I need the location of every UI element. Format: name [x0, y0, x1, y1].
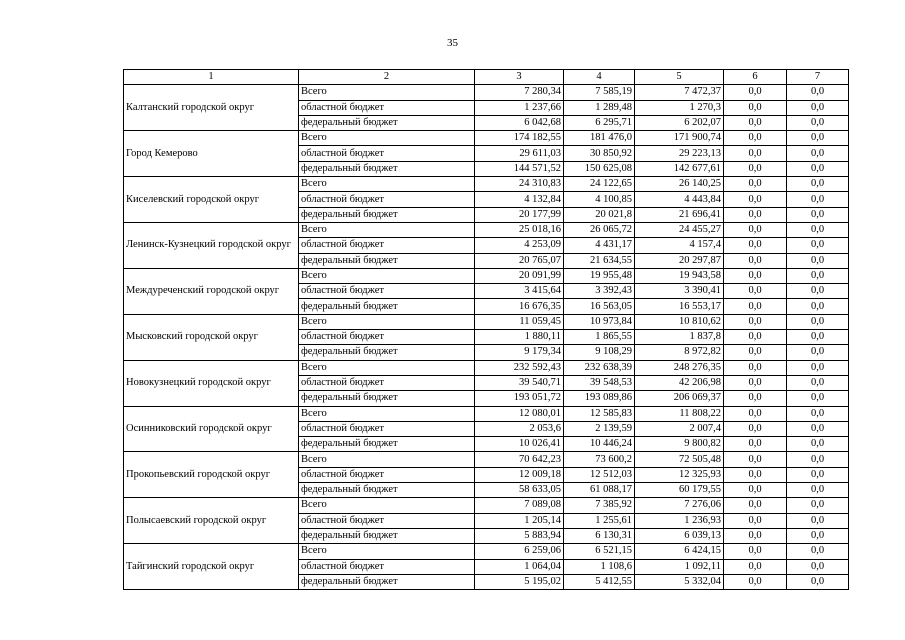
value-cell-c4: 193 089,86	[564, 391, 635, 406]
value-cell-c6: 0,0	[724, 483, 787, 498]
value-cell-c4: 4 431,17	[564, 238, 635, 253]
value-cell-c6: 0,0	[724, 192, 787, 207]
value-cell-c7: 0,0	[787, 406, 849, 421]
value-cell-c5: 4 157,4	[635, 238, 724, 253]
value-cell-c6: 0,0	[724, 314, 787, 329]
value-cell-c6: 0,0	[724, 375, 787, 390]
table-row	[124, 360, 849, 375]
value-cell-c7: 0,0	[787, 421, 849, 436]
budget-type-cell: федеральный бюджет	[299, 345, 475, 360]
value-cell-c6: 0,0	[724, 100, 787, 115]
value-cell-c4: 30 850,92	[564, 146, 635, 161]
value-cell-c7: 0,0	[787, 207, 849, 222]
value-cell-c3: 20 177,99	[475, 207, 564, 222]
value-cell-c7: 0,0	[787, 268, 849, 283]
value-cell-c4: 7 385,92	[564, 498, 635, 513]
header-col-7: 7	[787, 70, 849, 85]
value-cell-c5: 21 696,41	[635, 207, 724, 222]
value-cell-c5: 1 236,93	[635, 513, 724, 528]
value-cell-c5: 19 943,58	[635, 268, 724, 283]
region-name-cell: Киселевский городской округ	[124, 177, 299, 223]
budget-type-cell: Всего	[299, 177, 475, 192]
table-row	[124, 498, 849, 513]
table-row	[124, 177, 849, 192]
value-cell-c5: 2 007,4	[635, 421, 724, 436]
value-cell-c6: 0,0	[724, 513, 787, 528]
value-cell-c3: 4 132,84	[475, 192, 564, 207]
value-cell-c7: 0,0	[787, 330, 849, 345]
value-cell-c6: 0,0	[724, 452, 787, 467]
value-cell-c6: 0,0	[724, 498, 787, 513]
header-col-5: 5	[635, 70, 724, 85]
value-cell-c4: 1 289,48	[564, 100, 635, 115]
value-cell-c7: 0,0	[787, 85, 849, 100]
value-cell-c6: 0,0	[724, 345, 787, 360]
value-cell-c7: 0,0	[787, 299, 849, 314]
table-body	[124, 85, 849, 590]
header-col-1: 1	[124, 70, 299, 85]
value-cell-c5: 42 206,98	[635, 375, 724, 390]
value-cell-c4: 39 548,53	[564, 375, 635, 390]
value-cell-c6: 0,0	[724, 559, 787, 574]
table-row	[124, 452, 849, 467]
value-cell-c4: 6 521,15	[564, 544, 635, 559]
region-name-cell: Прокопьевский городской округ	[124, 452, 299, 498]
value-cell-c3: 9 179,34	[475, 345, 564, 360]
region-name-cell: Мысковский городской округ	[124, 314, 299, 360]
value-cell-c5: 1 837,8	[635, 330, 724, 345]
value-cell-c7: 0,0	[787, 345, 849, 360]
budget-type-cell: федеральный бюджет	[299, 391, 475, 406]
table-row	[124, 268, 849, 283]
value-cell-c4: 4 100,85	[564, 192, 635, 207]
value-cell-c3: 20 765,07	[475, 253, 564, 268]
budget-type-cell: областной бюджет	[299, 146, 475, 161]
table-row	[124, 222, 849, 237]
value-cell-c4: 20 021,8	[564, 207, 635, 222]
value-cell-c5: 6 039,13	[635, 528, 724, 543]
value-cell-c5: 11 808,22	[635, 406, 724, 421]
budget-type-cell: Всего	[299, 222, 475, 237]
value-cell-c4: 3 392,43	[564, 284, 635, 299]
value-cell-c6: 0,0	[724, 391, 787, 406]
value-cell-c5: 24 455,27	[635, 222, 724, 237]
budget-type-cell: областной бюджет	[299, 513, 475, 528]
region-name-cell: Город Кемерово	[124, 131, 299, 177]
value-cell-c7: 0,0	[787, 253, 849, 268]
budget-type-cell: областной бюджет	[299, 238, 475, 253]
header-col-3: 3	[475, 70, 564, 85]
value-cell-c4: 73 600,2	[564, 452, 635, 467]
value-cell-c5: 171 900,74	[635, 131, 724, 146]
value-cell-c4: 26 065,72	[564, 222, 635, 237]
value-cell-c3: 1 064,04	[475, 559, 564, 574]
value-cell-c6: 0,0	[724, 161, 787, 176]
table-row	[124, 85, 849, 100]
value-cell-c7: 0,0	[787, 222, 849, 237]
table-row	[124, 406, 849, 421]
value-cell-c3: 6 042,68	[475, 115, 564, 130]
budget-type-cell: областной бюджет	[299, 467, 475, 482]
region-name-cell: Новокузнецкий городской округ	[124, 360, 299, 406]
value-cell-c5: 248 276,35	[635, 360, 724, 375]
value-cell-c3: 11 059,45	[475, 314, 564, 329]
value-cell-c4: 12 512,03	[564, 467, 635, 482]
value-cell-c7: 0,0	[787, 528, 849, 543]
value-cell-c3: 1 237,66	[475, 100, 564, 115]
value-cell-c3: 12 080,01	[475, 406, 564, 421]
value-cell-c3: 70 642,23	[475, 452, 564, 467]
value-cell-c3: 5 883,94	[475, 528, 564, 543]
value-cell-c6: 0,0	[724, 115, 787, 130]
value-cell-c4: 150 625,08	[564, 161, 635, 176]
budget-type-cell: Всего	[299, 131, 475, 146]
value-cell-c7: 0,0	[787, 192, 849, 207]
value-cell-c5: 1 270,3	[635, 100, 724, 115]
budget-type-cell: Всего	[299, 360, 475, 375]
value-cell-c4: 16 563,05	[564, 299, 635, 314]
value-cell-c7: 0,0	[787, 437, 849, 452]
value-cell-c3: 232 592,43	[475, 360, 564, 375]
value-cell-c6: 0,0	[724, 253, 787, 268]
value-cell-c3: 20 091,99	[475, 268, 564, 283]
value-cell-c5: 29 223,13	[635, 146, 724, 161]
value-cell-c4: 10 446,24	[564, 437, 635, 452]
budget-type-cell: областной бюджет	[299, 284, 475, 299]
value-cell-c5: 26 140,25	[635, 177, 724, 192]
value-cell-c5: 8 972,82	[635, 345, 724, 360]
value-cell-c6: 0,0	[724, 131, 787, 146]
region-name-cell: Тайгинский городской округ	[124, 544, 299, 590]
value-cell-c6: 0,0	[724, 146, 787, 161]
budget-type-cell: областной бюджет	[299, 421, 475, 436]
value-cell-c3: 2 053,6	[475, 421, 564, 436]
value-cell-c7: 0,0	[787, 467, 849, 482]
value-cell-c3: 1 205,14	[475, 513, 564, 528]
value-cell-c6: 0,0	[724, 299, 787, 314]
page-number: 35	[447, 37, 458, 49]
budget-type-cell: Всего	[299, 314, 475, 329]
value-cell-c7: 0,0	[787, 574, 849, 589]
budget-type-cell: федеральный бюджет	[299, 528, 475, 543]
region-name-cell: Междуреченский городской округ	[124, 268, 299, 314]
value-cell-c6: 0,0	[724, 330, 787, 345]
value-cell-c5: 7 276,06	[635, 498, 724, 513]
value-cell-c5: 5 332,04	[635, 574, 724, 589]
value-cell-c6: 0,0	[724, 268, 787, 283]
value-cell-c4: 10 973,84	[564, 314, 635, 329]
value-cell-c3: 12 009,18	[475, 467, 564, 482]
value-cell-c6: 0,0	[724, 85, 787, 100]
budget-type-cell: федеральный бюджет	[299, 483, 475, 498]
value-cell-c3: 58 633,05	[475, 483, 564, 498]
value-cell-c6: 0,0	[724, 421, 787, 436]
region-name-cell: Ленинск-Кузнецкий городской округ	[124, 222, 299, 268]
budget-type-cell: федеральный бюджет	[299, 437, 475, 452]
budget-type-cell: федеральный бюджет	[299, 574, 475, 589]
value-cell-c3: 29 611,03	[475, 146, 564, 161]
value-cell-c4: 6 130,31	[564, 528, 635, 543]
value-cell-c5: 72 505,48	[635, 452, 724, 467]
value-cell-c3: 25 018,16	[475, 222, 564, 237]
value-cell-c5: 6 424,15	[635, 544, 724, 559]
value-cell-c3: 1 880,11	[475, 330, 564, 345]
value-cell-c7: 0,0	[787, 544, 849, 559]
value-cell-c5: 9 800,82	[635, 437, 724, 452]
value-cell-c5: 10 810,62	[635, 314, 724, 329]
value-cell-c7: 0,0	[787, 513, 849, 528]
value-cell-c7: 0,0	[787, 100, 849, 115]
value-cell-c3: 7 280,34	[475, 85, 564, 100]
value-cell-c3: 144 571,52	[475, 161, 564, 176]
value-cell-c4: 232 638,39	[564, 360, 635, 375]
value-cell-c3: 174 182,55	[475, 131, 564, 146]
value-cell-c7: 0,0	[787, 238, 849, 253]
value-cell-c5: 1 092,11	[635, 559, 724, 574]
value-cell-c5: 6 202,07	[635, 115, 724, 130]
region-name-cell: Полысаевский городской округ	[124, 498, 299, 544]
value-cell-c5: 7 472,37	[635, 85, 724, 100]
value-cell-c6: 0,0	[724, 437, 787, 452]
value-cell-c4: 181 476,0	[564, 131, 635, 146]
region-name-cell: Калтанский городской округ	[124, 85, 299, 131]
region-name-cell: Осинниковский городской округ	[124, 406, 299, 452]
value-cell-c5: 142 677,61	[635, 161, 724, 176]
value-cell-c5: 20 297,87	[635, 253, 724, 268]
value-cell-c4: 1 108,6	[564, 559, 635, 574]
table-row	[124, 131, 849, 146]
budget-type-cell: федеральный бюджет	[299, 161, 475, 176]
value-cell-c5: 16 553,17	[635, 299, 724, 314]
value-cell-c6: 0,0	[724, 284, 787, 299]
value-cell-c7: 0,0	[787, 146, 849, 161]
value-cell-c6: 0,0	[724, 574, 787, 589]
budget-type-cell: федеральный бюджет	[299, 207, 475, 222]
value-cell-c3: 39 540,71	[475, 375, 564, 390]
budget-type-cell: областной бюджет	[299, 330, 475, 345]
budget-type-cell: Всего	[299, 498, 475, 513]
value-cell-c5: 60 179,55	[635, 483, 724, 498]
value-cell-c7: 0,0	[787, 391, 849, 406]
value-cell-c6: 0,0	[724, 238, 787, 253]
header-col-6: 6	[724, 70, 787, 85]
budget-type-cell: федеральный бюджет	[299, 253, 475, 268]
value-cell-c5: 4 443,84	[635, 192, 724, 207]
value-cell-c4: 1 865,55	[564, 330, 635, 345]
budget-type-cell: федеральный бюджет	[299, 299, 475, 314]
value-cell-c6: 0,0	[724, 467, 787, 482]
value-cell-c7: 0,0	[787, 498, 849, 513]
value-cell-c7: 0,0	[787, 483, 849, 498]
value-cell-c6: 0,0	[724, 544, 787, 559]
value-cell-c7: 0,0	[787, 161, 849, 176]
budget-type-cell: областной бюджет	[299, 192, 475, 207]
value-cell-c3: 5 195,02	[475, 574, 564, 589]
header-row	[124, 70, 849, 85]
budget-type-cell: Всего	[299, 452, 475, 467]
value-cell-c4: 12 585,83	[564, 406, 635, 421]
value-cell-c4: 7 585,19	[564, 85, 635, 100]
value-cell-c4: 19 955,48	[564, 268, 635, 283]
header-col-2: 2	[299, 70, 475, 85]
value-cell-c5: 12 325,93	[635, 467, 724, 482]
value-cell-c4: 1 255,61	[564, 513, 635, 528]
value-cell-c3: 10 026,41	[475, 437, 564, 452]
budget-type-cell: областной бюджет	[299, 375, 475, 390]
value-cell-c4: 9 108,29	[564, 345, 635, 360]
value-cell-c7: 0,0	[787, 131, 849, 146]
budget-table	[123, 69, 849, 590]
value-cell-c3: 6 259,06	[475, 544, 564, 559]
value-cell-c4: 24 122,65	[564, 177, 635, 192]
value-cell-c3: 16 676,35	[475, 299, 564, 314]
header-col-4: 4	[564, 70, 635, 85]
value-cell-c4: 5 412,55	[564, 574, 635, 589]
value-cell-c7: 0,0	[787, 452, 849, 467]
value-cell-c3: 4 253,09	[475, 238, 564, 253]
value-cell-c7: 0,0	[787, 375, 849, 390]
value-cell-c6: 0,0	[724, 177, 787, 192]
table-row	[124, 314, 849, 329]
value-cell-c4: 21 634,55	[564, 253, 635, 268]
value-cell-c5: 206 069,37	[635, 391, 724, 406]
budget-type-cell: областной бюджет	[299, 559, 475, 574]
value-cell-c4: 6 295,71	[564, 115, 635, 130]
value-cell-c4: 61 088,17	[564, 483, 635, 498]
value-cell-c6: 0,0	[724, 406, 787, 421]
value-cell-c3: 3 415,64	[475, 284, 564, 299]
budget-type-cell: Всего	[299, 85, 475, 100]
value-cell-c5: 3 390,41	[635, 284, 724, 299]
value-cell-c7: 0,0	[787, 360, 849, 375]
value-cell-c6: 0,0	[724, 528, 787, 543]
budget-type-cell: Всего	[299, 544, 475, 559]
value-cell-c6: 0,0	[724, 222, 787, 237]
value-cell-c6: 0,0	[724, 207, 787, 222]
value-cell-c7: 0,0	[787, 559, 849, 574]
value-cell-c3: 193 051,72	[475, 391, 564, 406]
value-cell-c7: 0,0	[787, 314, 849, 329]
budget-type-cell: федеральный бюджет	[299, 115, 475, 130]
value-cell-c4: 2 139,59	[564, 421, 635, 436]
value-cell-c3: 24 310,83	[475, 177, 564, 192]
table-row	[124, 544, 849, 559]
value-cell-c7: 0,0	[787, 115, 849, 130]
budget-type-cell: Всего	[299, 406, 475, 421]
value-cell-c3: 7 089,08	[475, 498, 564, 513]
value-cell-c7: 0,0	[787, 284, 849, 299]
budget-type-cell: Всего	[299, 268, 475, 283]
budget-type-cell: областной бюджет	[299, 100, 475, 115]
value-cell-c6: 0,0	[724, 360, 787, 375]
value-cell-c7: 0,0	[787, 177, 849, 192]
